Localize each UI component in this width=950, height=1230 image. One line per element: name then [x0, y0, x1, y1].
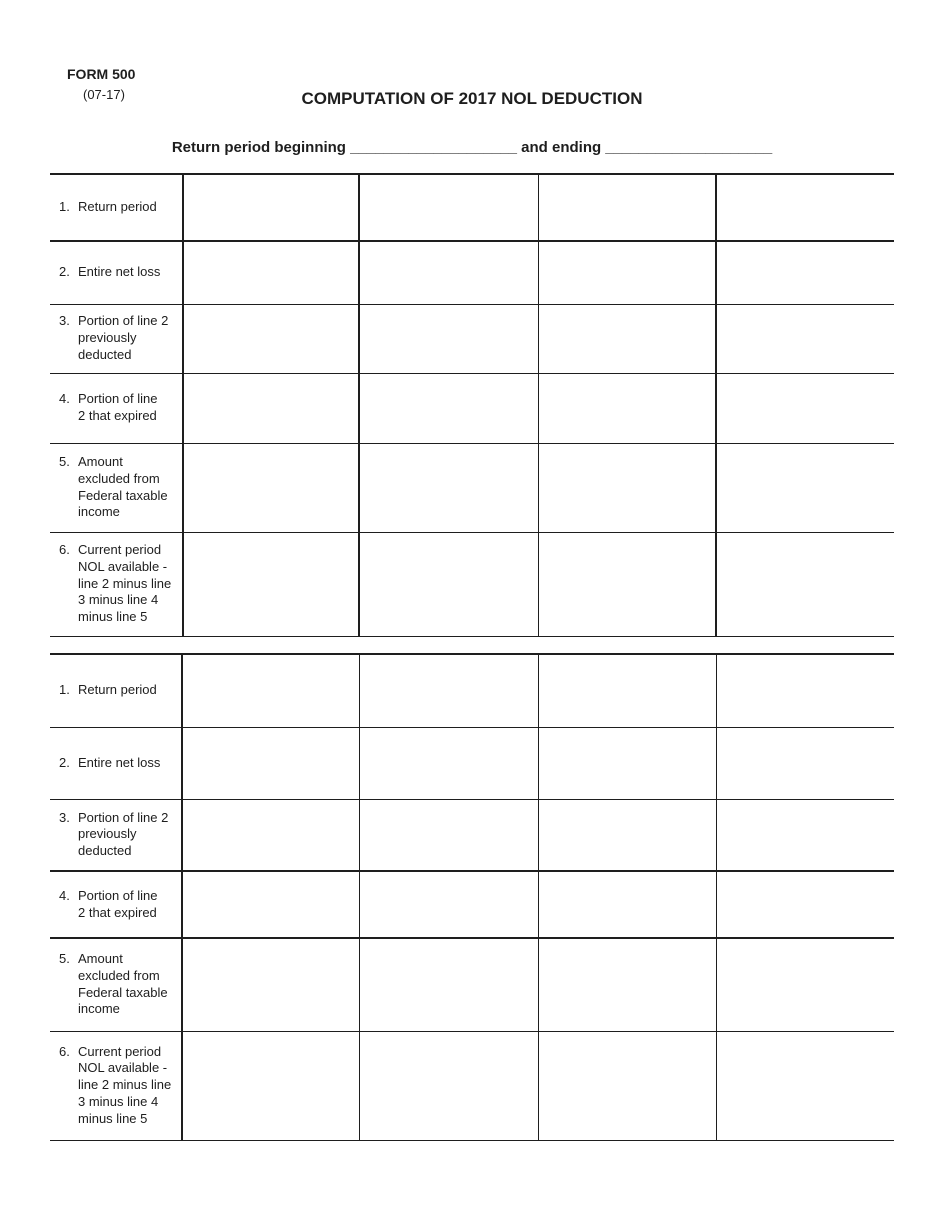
- value-cell[interactable]: [538, 1031, 716, 1140]
- value-cell[interactable]: [538, 799, 716, 871]
- table-row: [50, 799, 894, 871]
- line-number: 3.: [59, 313, 70, 329]
- value-cell[interactable]: [183, 532, 359, 636]
- line-number: 4.: [59, 391, 70, 407]
- value-cell[interactable]: [716, 373, 894, 443]
- line-number: 4.: [59, 887, 70, 903]
- value-cell[interactable]: [538, 727, 716, 799]
- return-period-line: Return period beginning ____________________ and ending ____________________: [171, 139, 773, 156]
- table-row: [50, 443, 894, 532]
- line-description: Current period NOL available - line 2 minus line 3 minus line 4 minus line 5: [78, 542, 172, 625]
- value-cell[interactable]: [359, 174, 538, 241]
- nol-table-2: [50, 653, 894, 1141]
- row-label: [50, 304, 183, 373]
- value-cell[interactable]: [359, 443, 538, 532]
- value-cell[interactable]: [716, 727, 894, 799]
- line-number: 1.: [59, 199, 70, 215]
- value-cell[interactable]: [182, 938, 359, 1031]
- line-description: Portion of line 2 that expired: [78, 887, 158, 920]
- line-number: 5.: [59, 951, 70, 967]
- table-row: [50, 938, 894, 1031]
- line-number: 1.: [59, 682, 70, 698]
- value-cell[interactable]: [538, 654, 716, 727]
- value-cell[interactable]: [359, 241, 538, 304]
- row-label: [50, 654, 182, 727]
- value-cell[interactable]: [359, 727, 538, 799]
- value-cell[interactable]: [359, 799, 538, 871]
- value-cell[interactable]: [716, 443, 894, 532]
- line-description: Entire net loss: [78, 264, 161, 280]
- table-row: [50, 654, 894, 727]
- value-cell[interactable]: [538, 304, 716, 373]
- value-cell[interactable]: [538, 871, 716, 938]
- row-label: [50, 532, 183, 636]
- row-label: [50, 443, 183, 532]
- form-revision: (07-17): [83, 87, 125, 102]
- line-description: Portion of line 2 that expired: [78, 391, 158, 423]
- value-cell[interactable]: [716, 938, 894, 1031]
- value-cell[interactable]: [716, 799, 894, 871]
- line-number: 5.: [59, 454, 70, 470]
- value-cell[interactable]: [716, 871, 894, 938]
- line-number: 6.: [59, 542, 70, 558]
- value-cell[interactable]: [538, 373, 716, 443]
- value-cell[interactable]: [183, 304, 359, 373]
- value-cell[interactable]: [359, 938, 538, 1031]
- table-row: [50, 373, 894, 443]
- value-cell[interactable]: [716, 174, 894, 241]
- table-row: [50, 304, 894, 373]
- value-cell[interactable]: [182, 654, 359, 727]
- value-cell[interactable]: [182, 799, 359, 871]
- value-cell[interactable]: [359, 304, 538, 373]
- value-cell[interactable]: [359, 1031, 538, 1140]
- line-description: Portion of line 2 previously deducted: [78, 809, 169, 859]
- value-cell[interactable]: [716, 304, 894, 373]
- line-description: Amount excluded from Federal taxable income: [78, 951, 168, 1017]
- nol-table-1: [50, 173, 894, 637]
- table-row: [50, 727, 894, 799]
- line-description: Return period: [78, 199, 157, 215]
- value-cell[interactable]: [716, 1031, 894, 1140]
- line-description: Return period: [78, 682, 157, 698]
- row-label: [50, 799, 182, 871]
- value-cell[interactable]: [182, 727, 359, 799]
- row-label: [50, 727, 182, 799]
- value-cell[interactable]: [359, 654, 538, 727]
- row-label: [50, 373, 183, 443]
- value-cell[interactable]: [359, 532, 538, 636]
- value-cell[interactable]: [716, 532, 894, 636]
- value-cell[interactable]: [183, 174, 359, 241]
- line-description: Entire net loss: [78, 754, 161, 770]
- line-number: 3.: [59, 809, 70, 825]
- line-number: 2.: [59, 754, 70, 770]
- value-cell[interactable]: [183, 443, 359, 532]
- row-label: [50, 871, 182, 938]
- table-row: [50, 871, 894, 938]
- value-cell[interactable]: [538, 938, 716, 1031]
- line-description: Portion of line 2 previously deducted: [78, 313, 169, 362]
- value-cell[interactable]: [538, 241, 716, 304]
- table-row: [50, 532, 894, 636]
- value-cell[interactable]: [183, 241, 359, 304]
- value-cell[interactable]: [716, 241, 894, 304]
- table-row: [50, 1031, 894, 1140]
- row-label: [50, 241, 183, 304]
- value-cell[interactable]: [538, 174, 716, 241]
- line-number: 2.: [59, 264, 70, 280]
- line-number: 6.: [59, 1043, 70, 1059]
- row-label: [50, 174, 183, 241]
- value-cell[interactable]: [538, 443, 716, 532]
- value-cell[interactable]: [538, 532, 716, 636]
- table-row: [50, 241, 894, 304]
- value-cell[interactable]: [359, 871, 538, 938]
- table-row: [50, 174, 894, 241]
- value-cell[interactable]: [182, 1031, 359, 1140]
- row-label: [50, 938, 182, 1031]
- value-cell[interactable]: [359, 373, 538, 443]
- form-number: FORM 500: [67, 66, 136, 82]
- page-title: COMPUTATION OF 2017 NOL DEDUCTION: [301, 89, 643, 108]
- value-cell[interactable]: [716, 654, 894, 727]
- row-label: [50, 1031, 182, 1140]
- value-cell[interactable]: [182, 871, 359, 938]
- line-description: Current period NOL available - line 2 minus line 3 minus line 4 minus line 5: [78, 1043, 172, 1126]
- value-cell[interactable]: [183, 373, 359, 443]
- line-description: Amount excluded from Federal taxable income: [78, 454, 168, 520]
